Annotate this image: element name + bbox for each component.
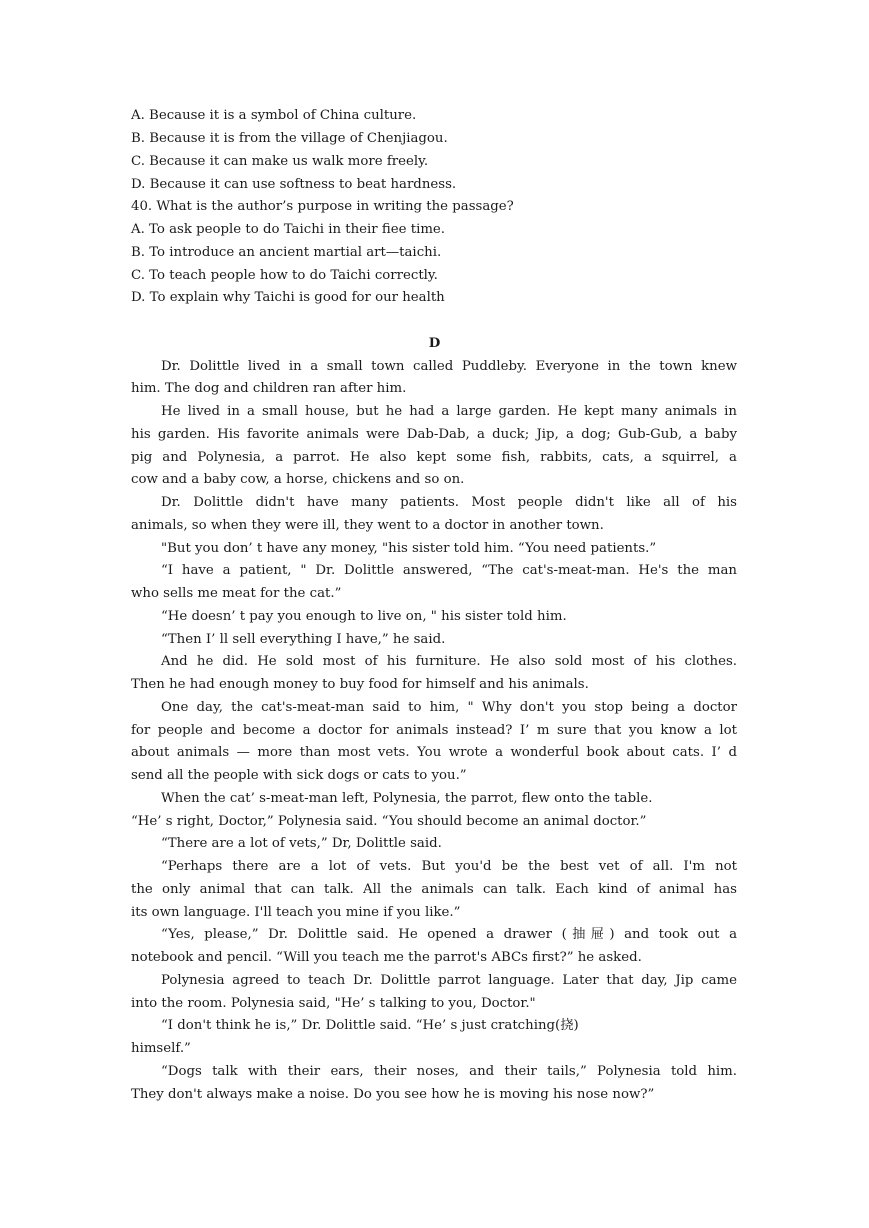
q39-option-c: C. Because it can make us walk more freely. bbox=[131, 154, 429, 169]
passage-line: “He’ s right, Doctor,” Polynesia said. “You should become an animal doctor.” bbox=[131, 814, 647, 829]
q40-option-d: D. To explain why Taichi is good for our health bbox=[131, 290, 445, 305]
passage-line: Polynesia agreed to teach Dr. Dolittle parrot language. Later that day, Jip came bbox=[161, 973, 737, 988]
passage-line: Dr. Dolittle didn't have many patients. Most people didn't like all of his bbox=[161, 495, 737, 510]
passage-line: “Yes, please,” Dr. Dolittle said. He opened a drawer (抽屉) and took out a bbox=[161, 927, 737, 942]
passage-line: the only animal that can talk. All the animals can talk. Each kind of animal has bbox=[131, 882, 737, 897]
passage-line: “I have a patient, " Dr. Dolittle answered, “The cat's-meat-man. He's the man bbox=[161, 563, 737, 578]
passage-line: He lived in a small house, but he had a large garden. He kept many animals in bbox=[161, 404, 737, 419]
passage-line: "But you don’ t have any money, "his sister told him. “You need patients.” bbox=[161, 541, 657, 556]
passage-line: “I don't think he is,” Dr. Dolittle said. “He’ s just cratching(挠) bbox=[161, 1018, 579, 1033]
passage-line: about animals — more than most vets. You wrote a wonderful book about cats. I’ d bbox=[131, 745, 737, 760]
passage-line: animals, so when they were ill, they went to a doctor in another town. bbox=[131, 518, 604, 533]
passage-line: And he did. He sold most of his furniture. He also sold most of his clothes. bbox=[161, 654, 737, 669]
passage-line: his garden. His favorite animals were Dab-Dab, a duck; Jip, a dog; Gub-Gub, a baby bbox=[131, 427, 737, 442]
passage-line: “There are a lot of vets,” Dr, Dolittle said. bbox=[161, 836, 442, 851]
passage-line: who sells me meat for the cat.” bbox=[131, 586, 342, 601]
passage-line: into the room. Polynesia said, "He’ s talking to you, Doctor." bbox=[131, 996, 536, 1011]
q39-option-d: D. Because it can use softness to beat hardness. bbox=[131, 177, 457, 192]
passage-line: When the cat’ s-meat-man left, Polynesia, the parrot, flew onto the table. bbox=[161, 791, 653, 806]
q40-question: 40. What is the author’s purpose in writing the passage? bbox=[131, 199, 514, 214]
passage-line: him. The dog and children ran after him. bbox=[131, 381, 407, 396]
passage-line: “Then I’ ll sell everything I have,” he said. bbox=[161, 632, 446, 647]
q39-option-b: B. Because it is from the village of Chenjiagou. bbox=[131, 131, 448, 146]
q40-option-a: A. To ask people to do Taichi in their fiee time. bbox=[131, 222, 446, 237]
passage-line: Dr. Dolittle lived in a small town called Puddleby. Everyone in the town knew bbox=[161, 359, 737, 374]
passage-line: They don't always make a noise. Do you see how he is moving his nose now?” bbox=[131, 1087, 655, 1102]
passage-line: pig and Polynesia, a parrot. He also kept some fish, rabbits, cats, a squirrel, a bbox=[131, 450, 737, 465]
q40-option-c: C. To teach people how to do Taichi correctly. bbox=[131, 268, 438, 283]
passage-line: cow and a baby cow, a horse, chickens and so on. bbox=[131, 472, 465, 487]
passage-line: its own language. I'll teach you mine if you like.” bbox=[131, 905, 461, 920]
q40-option-b: B. To introduce an ancient martial art—taichi. bbox=[131, 245, 442, 260]
passage-line: “Dogs talk with their ears, their noses, and their tails,” Polynesia told him. bbox=[161, 1064, 737, 1079]
passage-line: notebook and pencil. “Will you teach me the parrot's ABCs first?” he asked. bbox=[131, 950, 642, 965]
passage-line: “Perhaps there are a lot of vets. But you'd be the best vet of all. I'm not bbox=[161, 859, 737, 874]
passage-line: One day, the cat's-meat-man said to him, " Why don't you stop being a doctor bbox=[161, 700, 737, 715]
section-heading: D bbox=[428, 336, 441, 351]
passage-line: Then he had enough money to buy food for himself and his animals. bbox=[131, 677, 589, 692]
passage-line: for people and become a doctor for animals instead? I’ m sure that you know a lot bbox=[131, 723, 737, 738]
passage-line: send all the people with sick dogs or cats to you.” bbox=[131, 768, 467, 783]
passage-line: “He doesn’ t pay you enough to live on, " his sister told him. bbox=[161, 609, 567, 624]
q39-option-a: A. Because it is a symbol of China culture. bbox=[131, 108, 417, 123]
passage-line: himself.” bbox=[131, 1041, 191, 1056]
